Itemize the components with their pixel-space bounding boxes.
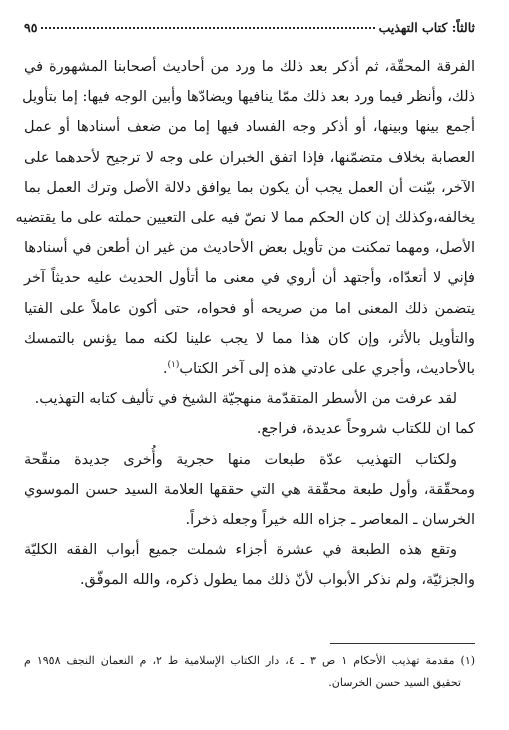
footnote bbox=[24, 650, 475, 694]
sentence-end: . bbox=[162, 361, 168, 378]
page-number: ٩٥ bbox=[24, 20, 38, 35]
paragraph-methodology bbox=[24, 384, 475, 414]
main-text bbox=[15, 52, 475, 596]
paragraph-quote bbox=[15, 52, 475, 384]
header-leader-dots bbox=[41, 27, 374, 29]
text-line: والجزئيّة، ولم نذكر الأبواب لأنّ ذلك مما يطول ذكره، والله الموفّق. bbox=[79, 572, 475, 589]
text-line bbox=[24, 354, 475, 384]
text-line: لقد عرفت من الأسطر المتقدّمة منهجيّة الشيخ في تأليف كتابه التهذيب. bbox=[34, 391, 457, 408]
text-line: الأصل، ومهما تمكنت من تأويل بعض الأحاديث من غير ان أطعن في أسنادها bbox=[24, 240, 475, 257]
footnote-line: تحقيق السيد حسن الخرسان. bbox=[328, 676, 461, 689]
text-line: الخرسان ـ المعاصر ـ جزاه الله خيراً وجعله ذخراً. bbox=[185, 512, 475, 529]
running-header bbox=[24, 20, 475, 40]
text-line: أجمع بينها وبينها، أو أذكر وجه الفساد فيها إما من ضعف أسنادها أو عمل bbox=[24, 119, 475, 136]
footnote-separator bbox=[330, 643, 475, 644]
text-line: الفرقة المحقّة، ثم أذكر بعد ذلك ما ورد من أحاديث أصحابنا المشهورة في bbox=[24, 59, 475, 75]
footnote-marker[interactable]: (١) bbox=[167, 360, 180, 371]
text-line: والتأويل بالأثر، وإن كان هذا مما لا يجب علينا لكنه مما يؤنس بالتمسك bbox=[24, 330, 475, 347]
text-line: ولكتاب التهذيب عدّة طبعات منها حجرية وأُخرى جديدة منقّحة bbox=[24, 451, 457, 468]
paragraph-commentaries bbox=[24, 414, 475, 444]
text-line: وتقع هذه الطبعة في عشرة أجزاء شملت جميع أبواب الفقه الكليّة bbox=[24, 542, 457, 559]
paragraph-editions bbox=[24, 445, 475, 536]
text-line: الآخر، بيّنت أن العمل يجب أن يكون بما يوافق دلالة الأصل وترك العمل بما bbox=[24, 179, 475, 196]
text-line: ذلك، وأنظر فيما ورد بعد ذلك ممّا ينافيها ويضادّها وأبين الوجه فيها: إما بتأويل bbox=[22, 89, 475, 106]
text-line: كما ان للكتاب شروحاً عديدة، فراجع. bbox=[256, 421, 475, 438]
paragraph-volumes bbox=[24, 535, 475, 595]
text-line: العصابة بخلاف متضمّنها، فإذا اتفق الخبران على وجه لا ترجيح لأحدهما على bbox=[24, 149, 475, 166]
header-title: ثالثاً: كتاب التهذيب bbox=[378, 20, 475, 35]
footnote-line: (١) مقدمة تهذيب الأحكام ١ ص ٣ ـ ٤، دار الكتاب الإسلامية ط ٢، م النعمان النجف ١٩٥٨ م bbox=[24, 654, 476, 667]
text-line-content: بالأحاديث، وأجري على عادتي هذه إلى آخر الكتاب bbox=[179, 361, 475, 378]
text-line: يتضمن ذلك المعنى اما من صريحه أو فحواه، حتى أكون عاملاً على الفتيا bbox=[24, 300, 475, 317]
text-line: فإني لا أتعدّاه، وأجتهد أن أروي في معنى ما أتأول الحديث عليه حديثاً آخر bbox=[24, 270, 475, 287]
text-line: ومحقّقة، وأول طبعة محقّقة هي التي حققها العلامة السيد حسن الموسوي bbox=[24, 481, 475, 498]
text-line: يخالفه،وكذلك إن كان الحكم مما لا نصّ فيه على التعيين حملته على ما يقتضيه bbox=[15, 210, 475, 227]
